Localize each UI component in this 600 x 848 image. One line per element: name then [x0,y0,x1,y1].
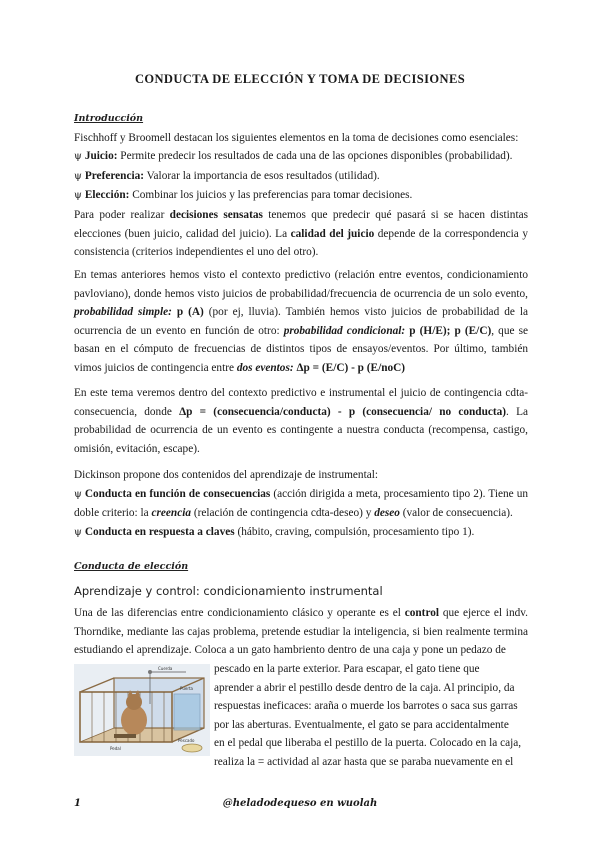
cat-head [126,694,142,710]
intro-item-preferencia: ψ Preferencia: Valorar la importancia de esos resultados (utilidad). [74,169,380,182]
paragraph-decisiones: Para poder realizar decisiones sensatas tenemos que predecir qué pasará si se hacen distintas elecciones (buen juicio, calidad del juicio). La calidad del juicio depende de la correspondencia y consistencia (criterios independientes el uno del otro). [74,209,529,258]
footer-credit: @heladodequeso en wuolah [222,798,378,809]
pedal [114,734,136,738]
psi-bullet-icon: ψ [74,526,82,538]
paragraph-thorndike: Una de las diferencias entre condicionamiento clásico y operante es el control que ejerce el indv. Thorndike, mediante las cajas problema, pretende estudiar la inteligencia, si bien realmente termina estudiando el aprendizaje. Coloca a un gato hambriento dentro de una caja y pone un pedazo de [74,607,528,656]
fish-dish [182,744,202,752]
door-panel [174,694,200,730]
intro-heading: Introducción [74,113,144,124]
figure-label-pedal: Pedal [110,746,121,751]
wrap-line: aprender a abrir el pestillo desde dentro de la caja. Al principio, da [214,681,515,694]
intro-item-eleccion: ψ Elección: Combinar los juicios y las preferencias para tomar decisiones. [74,189,413,201]
intro-item-juicio: ψ Juicio: Permite predecir los resultados de cada una de las opciones disponibles (probabilidad). [74,150,513,162]
figure-label-pescado: Pescado [178,738,195,743]
paragraph-contingencia: En este tema veremos dentro del contexto predictivo e instrumental el juicio de contingencia cdta-consecuencia, donde Δp = (consecuencia/conducta) - p (consecuencia/ no conducta). La probabilidad de ocurrencia de un evento es contingente a nuestra conducta (recompensa, castigo, omisión, evitación, escape). [74,387,528,455]
figure-label-puerta: Puerta [180,686,194,691]
wrap-line: respuestas ineficaces: araña o muerde los barrotes o saca sus garras [214,700,518,712]
intro-lead: Fischhoff y Broomell destacan los siguientes elementos en la toma de decisiones como esenciales: [74,131,519,144]
psi-bullet-icon: ψ [74,170,82,182]
wrap-line: realiza la = actividad al azar hasta que se paraba nuevamente en el [214,755,514,768]
dickinson-item-consecuencias: ψ Conducta en función de consecuencias (acción dirigida a meta, procesamiento tipo 2). Tiene un doble criterio: la creencia (relación de contingencia cdta-deseo) y deseo (valor de consecuencia). [74,487,528,519]
section-conducta-eleccion-heading: Conducta de elección [74,561,189,572]
psi-bullet-icon: ψ [74,488,82,500]
wrap-line: en el pedal que liberaba el pestillo de la puerta. Colocado en la caja, [214,737,522,749]
figure-label-cuerda: Cuerda [158,666,173,671]
subsection-aprendizaje-heading: Aprendizaje y control: condicionamiento instrumental [74,584,383,598]
wrap-line: por las aberturas. Eventualmente, el gato se para accidentalmente [214,718,509,731]
puzzle-box-figure [74,664,210,756]
paragraph-dickinson [74,466,528,542]
page-number: 1 [74,798,81,809]
wrap-line: pescado en la parte exterior. Para escapar, el gato tiene que [214,663,480,675]
puzzle-box-illustration [74,664,210,756]
dickinson-lead: Dickinson propone dos contenidos del aprendizaje de instrumental: [74,469,378,481]
psi-bullet-icon: ψ [74,151,82,162]
document-title: CONDUCTA DE ELECCIÓN Y TOMA DE DECISIONES [134,72,466,86]
intro-section [74,110,528,206]
dickinson-item-claves: ψ Conducta en respuesta a claves (hábito, craving, compulsión, procesamiento tipo 1). [74,525,475,538]
paragraph-contexto-predictivo: En temas anteriores hemos visto el contexto predictivo (relación entre eventos, condicionamiento pavloviano), donde hemos visto juicios de probabilidad/frecuencia de ocurrencia de un solo evento, probabilidad simple: p (A) (por ej, lluvia). También hemos visto juicios de probabilidad de la ocurrencia de un evento en función de otro: probabilidad condicional: p (H/E); p (E/C), que se basan en el cómputo de frecuencias de distintos tipos de ensayos/eventos. Por último, también vimos juicios de contingencia entre dos eventos: Δp = (E/C) - p (E/noC) [74,269,528,374]
psi-bullet-icon: ψ [74,190,82,201]
wrapped-text-beside-figure [214,660,528,771]
